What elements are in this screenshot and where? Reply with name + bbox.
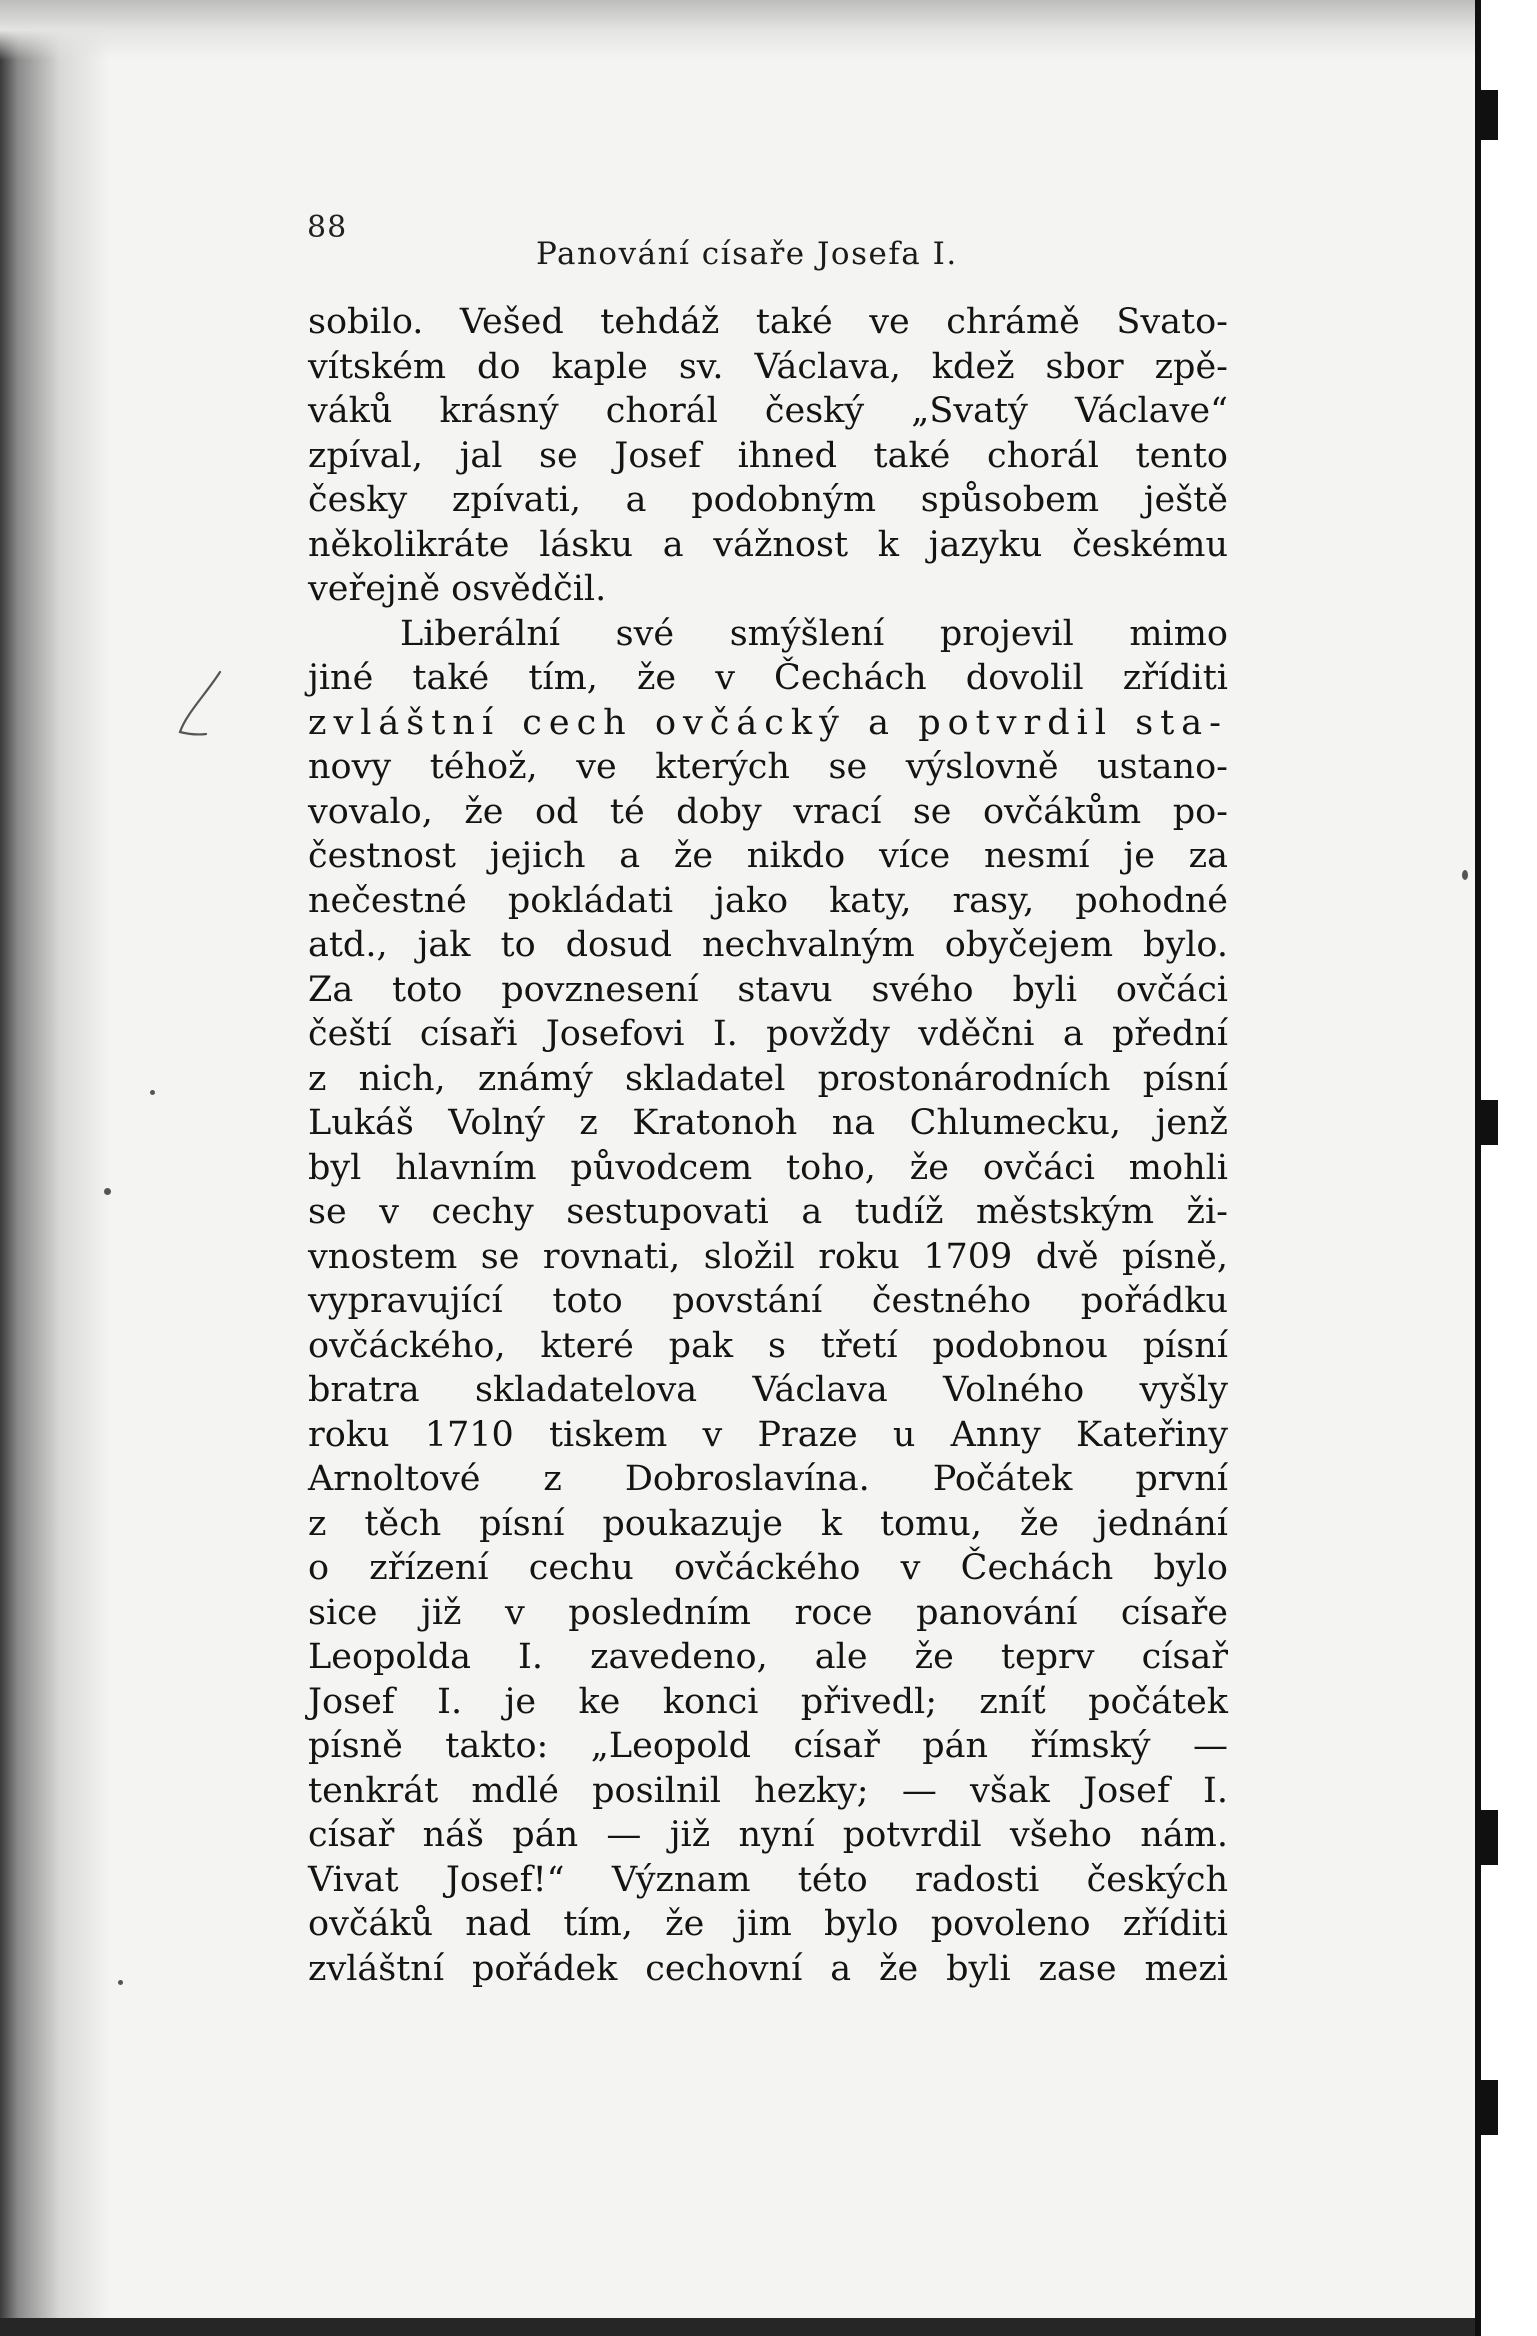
text-line: roku 1710 tiskem v Praze u Anny Kateřiny bbox=[308, 1414, 1228, 1455]
text-line: zpíval, jal se Josef ihned také chorál tento bbox=[308, 435, 1228, 476]
page-number: 88 bbox=[307, 210, 348, 245]
running-header: Panování císaře Josefa I. bbox=[536, 236, 958, 272]
body-text bbox=[308, 300, 1228, 1991]
spaced-emphasis-line: zvláštní cech ovčácký a potvrdil sta- bbox=[308, 702, 1228, 743]
edge-tab-mark bbox=[1480, 2080, 1498, 2135]
text-line: vnostem se rovnati, složil roku 1709 dvě písně, bbox=[308, 1236, 1228, 1277]
text-line: byl hlavním původcem toho, že ovčáci mohli bbox=[308, 1147, 1228, 1188]
text-line: zvláštní pořádek cechovní a že byli zase mezi bbox=[308, 1948, 1228, 1989]
pencil-margin-mark bbox=[168, 668, 228, 740]
text-line: písně takto: „Leopold císař pán římský — bbox=[308, 1726, 1228, 1766]
print-speck bbox=[1462, 870, 1468, 880]
edge-tab-mark bbox=[1480, 1100, 1498, 1145]
edge-tab-mark bbox=[1480, 1810, 1498, 1865]
text-line: novy téhož, ve kterých se výslovně ustano- bbox=[308, 747, 1228, 787]
bottom-scan-edge bbox=[0, 2318, 1478, 2336]
text-line: Vivat Josef!“ Význam této radosti českých bbox=[308, 1859, 1228, 1900]
text-line: Leopolda I. zavedeno, ale že teprv císař bbox=[308, 1637, 1228, 1677]
text-line: nečestné pokládati jako katy, rasy, pohodné bbox=[308, 880, 1228, 921]
text-line: ovčáckého, které pak s třetí podobnou písní bbox=[308, 1325, 1228, 1366]
text-line: několikráte lásku a vážnost k jazyku českému bbox=[308, 524, 1228, 565]
text-line: ovčáků nad tím, že jim bylo povoleno zříditi bbox=[308, 1904, 1228, 1944]
print-speck bbox=[150, 1090, 155, 1095]
right-white-border bbox=[1481, 0, 1537, 2336]
text-line: váků krásný chorál český „Svatý Václave“ bbox=[308, 391, 1228, 431]
text-line: česky zpívati, a podobným spůsobem ještě bbox=[308, 480, 1228, 520]
top-edge-shadow bbox=[0, 0, 1478, 60]
text-line: vovalo, že od té doby vrací se ovčákům po- bbox=[308, 791, 1228, 832]
text-line: atd., jak to dosud nechvalným obyčejem bylo. bbox=[308, 925, 1228, 965]
text-line: císař náš pán — již nyní potvrdil všeho nám. bbox=[308, 1815, 1228, 1855]
gutter-shadow bbox=[0, 0, 110, 2336]
text-line: z nich, známý skladatel prostonárodních písní bbox=[308, 1058, 1228, 1099]
text-line: Za toto povznesení stavu svého byli ovčáci bbox=[308, 969, 1228, 1010]
text-line: jiné také tím, že v Čechách dovolil zříditi bbox=[308, 658, 1228, 698]
print-speck bbox=[118, 1980, 123, 1985]
text-line: Josef I. je ke konci přivedl; zníť počátek bbox=[308, 1681, 1228, 1722]
text-line: tenkrát mdlé posilnil hezky; — však Josef I. bbox=[308, 1770, 1228, 1811]
text-line: čestnost jejich a že nikdo více nesmí je za bbox=[308, 836, 1228, 876]
text-line: sice již v posledním roce panování císaře bbox=[308, 1592, 1228, 1633]
text-line: z těch písní poukazuje k tomu, že jednání bbox=[308, 1503, 1228, 1544]
text-line: čeští císaři Josefovi I. povždy vděčni a přední bbox=[308, 1014, 1228, 1054]
text-line: Arnoltové z Dobroslavína. Počátek první bbox=[308, 1459, 1228, 1499]
text-line: bratra skladatelova Václava Volného vyšly bbox=[308, 1370, 1228, 1410]
text-line: se v cechy sestupovati a tudíž městským ži- bbox=[308, 1192, 1228, 1232]
print-speck bbox=[104, 1188, 111, 1195]
text-line: sobilo. Vešed tehdáž také ve chrámě Svato- bbox=[308, 302, 1228, 342]
text-line: vítském do kaple sv. Václava, kdež sbor zpě- bbox=[308, 346, 1228, 387]
text-line: vypravující toto povstání čestného pořádku bbox=[308, 1281, 1228, 1321]
paragraph-end-line: veřejně osvědčil. bbox=[308, 569, 607, 609]
paragraph-first-line: Liberální své smýšlení projevil mimo bbox=[400, 613, 1228, 654]
edge-tab-mark bbox=[1480, 90, 1498, 140]
text-line: Lukáš Volný z Kratonoh na Chlumecku, jenž bbox=[308, 1103, 1228, 1143]
text-line: o zřízení cechu ovčáckého v Čechách bylo bbox=[308, 1548, 1228, 1588]
